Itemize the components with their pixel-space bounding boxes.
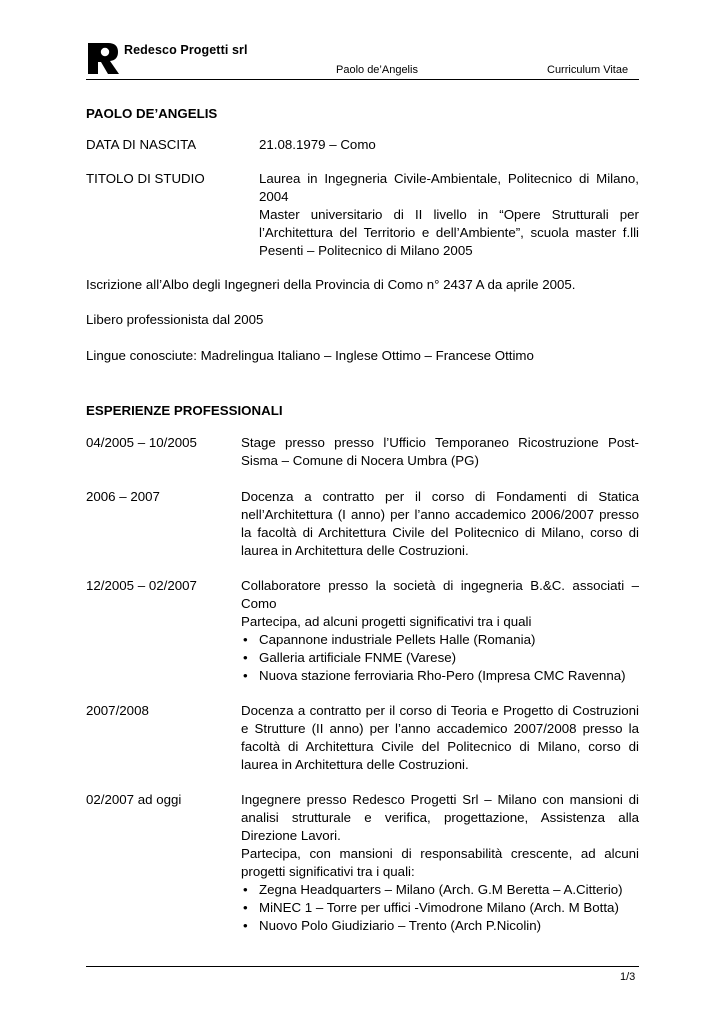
page-number: 1/3: [620, 971, 636, 983]
header-person-name: Paolo de’Angelis: [336, 64, 418, 76]
experience-text: Stage presso presso l’Ufficio Temporaneo Ricostruzione Post-Sisma – Comune di Nocera Umbra (PG): [241, 435, 639, 468]
experience-text: Ingegnere presso Redesco Progetti Srl – Milano con mansioni di analisi strutturale e verifica, progettazione, Assistenza alla Direzione Lavori.: [241, 792, 639, 843]
experience-text: Docenza a contratto per il corso di Teoria e Progetto di Costruzioni e Strutture (II anno) per l’anno accademico 2007/2008 presso la facoltà di Architettura Civile del Politecnico di Milano, corso di laurea in Architettura delle Costruzioni.: [241, 703, 639, 772]
experience-text: Partecipa, con mansioni di responsabilità crescente, ad alcuni progetti significativi tra i quali:: [241, 846, 639, 879]
project-list: [241, 881, 639, 935]
footer-divider: [86, 966, 639, 967]
company-name: Redesco Progetti srl: [124, 43, 248, 57]
experience-text: Collaboratore presso la società di ingegneria B.&C. associati – Como: [241, 578, 639, 611]
experience-period: 04/2005 – 10/2005: [86, 435, 197, 450]
project-list: [241, 631, 639, 685]
experience-description: [241, 791, 639, 935]
header-doc-title: Curriculum Vitae: [547, 64, 629, 76]
list-item: • Nuovo Polo Giudiziario – Trento (Arch P.Nicolin): [241, 917, 639, 935]
study-degree: Laurea in Ingegneria Civile-Ambientale, Politecnico di Milano, 2004: [259, 171, 639, 204]
list-item: • Zegna Headquarters – Milano (Arch. G.M Beretta – A.Citterio): [241, 881, 639, 899]
experience-period: 12/2005 – 02/2007: [86, 578, 197, 593]
languages: Lingue conosciute: Madrelingua Italiano – Inglese Ottimo – Francese Ottimo: [86, 348, 534, 363]
list-item: • Nuova stazione ferroviaria Rho-Pero (Impresa CMC Ravenna): [241, 667, 639, 685]
experience-text: Partecipa, ad alcuni progetti significativi tra i quali: [241, 614, 532, 629]
study-master: Master universitario di II livello in “Opere Strutturali per l’Architettura del Territorio e dell’Ambiente”, scuola master f.lli Pesenti – Politecnico di Milano 2005: [259, 207, 639, 258]
list-item: • Galleria artificiale FNME (Varese): [241, 649, 639, 667]
study-label: TITOLO DI STUDIO: [86, 171, 205, 186]
list-item: • MiNEC 1 – Torre per uffici -Vimodrone Milano (Arch. M Botta): [241, 899, 639, 917]
header-divider: [86, 79, 639, 80]
experience-period: 2007/2008: [86, 703, 149, 718]
redesco-logo-icon: [86, 41, 120, 75]
experience-text: Docenza a contratto per il corso di Fondamenti di Statica nell’Architettura (I anno) per l’anno accademico 2006/2007 presso la facoltà di Architettura Civile del Politecnico di Milano, corso di laurea in Architettura delle Costruzioni.: [241, 489, 639, 558]
experience-description: [241, 434, 639, 470]
birth-value: 21.08.1979 – Como: [259, 137, 376, 152]
birth-label: DATA DI NASCITA: [86, 137, 197, 152]
list-item: • Capannone industriale Pellets Halle (Romania): [241, 631, 639, 649]
freelance-since: Libero professionista dal 2005: [86, 312, 264, 327]
experience-period: 2006 – 2007: [86, 489, 160, 504]
albo-registration: Iscrizione all’Albo degli Ingegneri della Provincia di Como n° 2437 A da aprile 2005.: [86, 277, 576, 292]
person-name-heading: PAOLO DE’ANGELIS: [86, 106, 218, 121]
study-block: [259, 170, 639, 260]
section-title: ESPERIENZE PROFESSIONALI: [86, 403, 283, 418]
experience-period: 02/2007 ad oggi: [86, 792, 182, 807]
experience-description: [241, 577, 639, 685]
experience-description: [241, 488, 639, 560]
experience-description: [241, 702, 639, 774]
